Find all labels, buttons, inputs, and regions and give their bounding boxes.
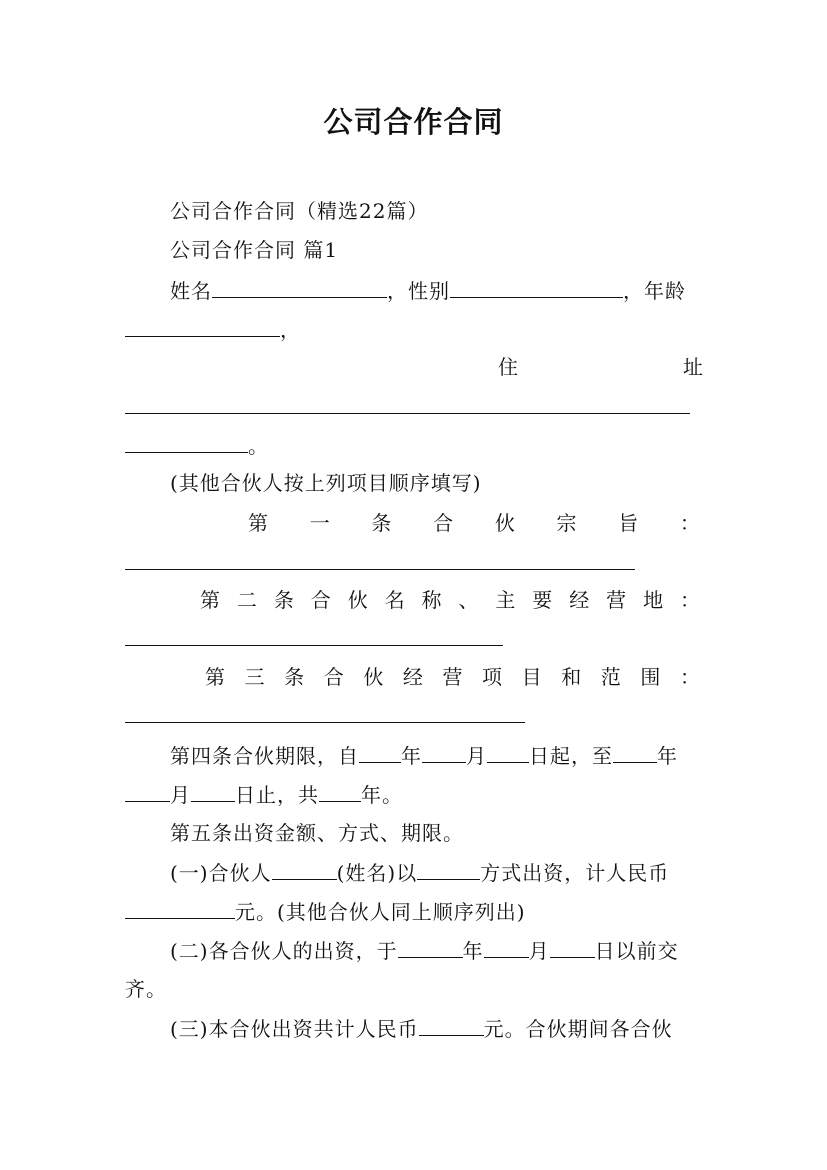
year-label: 年 (657, 744, 678, 768)
personal-info-line (170, 277, 686, 304)
blank (417, 859, 480, 880)
clause-1-line (170, 859, 669, 886)
heading-char: 一 (309, 511, 330, 535)
heading-char: 围 (640, 665, 661, 689)
article-4-line-2 (125, 781, 403, 808)
name-blank (212, 277, 387, 298)
heading-char: 合 (433, 511, 454, 535)
address-end-line (125, 432, 269, 459)
article-4-text: 第四条合伙期限，自 (170, 744, 359, 768)
clause-1-text: (一)合伙人 (170, 861, 272, 885)
address-blank-2 (125, 432, 248, 453)
heading-char: 项 (482, 665, 503, 689)
blank (419, 1015, 484, 1036)
clause-2-text: 日以前交 (594, 939, 679, 963)
heading-char: 条 (273, 588, 294, 612)
heading-char: ： (679, 511, 700, 535)
end-label: 日止，共 (235, 783, 319, 807)
blank (359, 742, 401, 763)
address-label (498, 354, 703, 380)
years-label: 年。 (361, 783, 403, 807)
heading-char: 称 (421, 588, 442, 612)
month-label: 月 (466, 744, 487, 768)
heading-char: 主 (495, 588, 516, 612)
gender-blank (450, 277, 623, 298)
note-other-partners: (其他合伙人按上列项目顺序填写) (170, 471, 482, 495)
article-2-blank (125, 645, 503, 646)
heading-char: 第 (200, 588, 220, 612)
blank (272, 859, 337, 880)
year-label: 年 (401, 744, 422, 768)
article-3-heading (205, 664, 700, 690)
blank (125, 781, 170, 802)
heading-char: 要 (532, 588, 553, 612)
gender-label: ，性别 (387, 279, 450, 303)
heading-char: 第 (248, 511, 268, 535)
comma: ， (280, 318, 301, 342)
heading-char: 伙 (347, 588, 368, 612)
article-5-heading: 第五条出资金额、方式、期限。 (170, 821, 464, 845)
month-label: 月 (528, 939, 550, 963)
blank (125, 898, 235, 919)
heading-char: 条 (284, 665, 305, 689)
clause-3-text: (三)本合伙出资共计人民币 (170, 1017, 419, 1041)
document-title: 公司合作合同 (323, 105, 504, 139)
address-char: 住 (498, 355, 518, 379)
document-subtitle: 公司合作合同（精选22篇） (170, 199, 429, 223)
age-blank-line (125, 316, 301, 343)
heading-char: 经 (569, 588, 590, 612)
blank (550, 937, 595, 958)
heading-char: 、 (458, 588, 479, 612)
age-label: ，年龄 (623, 279, 686, 303)
article-1-blank (125, 569, 635, 570)
clause-1-text: 元。(其他合伙人同上顺序列出) (235, 900, 526, 924)
heading-char: 第 (205, 665, 225, 689)
age-blank (125, 316, 280, 337)
heading-char: 三 (244, 665, 265, 689)
period: 。 (248, 434, 269, 458)
heading-char: 宗 (556, 511, 577, 535)
article-3-blank (125, 722, 525, 723)
blank (613, 742, 657, 763)
heading-char: 伙 (494, 511, 515, 535)
heading-char: 合 (323, 665, 344, 689)
clause-2-line (170, 937, 679, 964)
clause-1-text: 方式出资，计人民币 (480, 861, 670, 885)
blank (398, 937, 463, 958)
heading-char: 和 (561, 665, 582, 689)
clause-1-line-2 (125, 898, 526, 925)
heading-char: 经 (402, 665, 423, 689)
heading-char: 合 (310, 588, 331, 612)
address-char: 址 (683, 355, 703, 379)
article-2-heading (200, 587, 700, 613)
heading-char: ： (679, 588, 700, 612)
heading-char: 营 (442, 665, 463, 689)
address-blank (125, 413, 690, 414)
blank (487, 742, 529, 763)
clause-1-text: (姓名)以 (336, 861, 418, 885)
clause-2-line-2: 齐。 (125, 977, 167, 1001)
heading-char: 条 (371, 511, 392, 535)
blank (191, 781, 235, 802)
start-label: 日起，至 (529, 744, 613, 768)
clause-3-line (170, 1015, 673, 1042)
heading-char: 名 (384, 588, 405, 612)
heading-char: 伙 (363, 665, 384, 689)
section-heading: 公司合作合同 篇1 (170, 238, 339, 262)
heading-char: 旨 (618, 511, 639, 535)
article-4-line (170, 742, 678, 769)
blank (319, 781, 361, 802)
heading-char: 营 (606, 588, 627, 612)
year-label: 年 (462, 939, 484, 963)
heading-char: 范 (600, 665, 621, 689)
heading-char: 地 (643, 588, 664, 612)
heading-char: ： (679, 665, 700, 689)
name-label: 姓名 (170, 279, 212, 303)
month-label: 月 (170, 783, 191, 807)
clause-3-text: 元。合伙期间各合伙 (483, 1017, 673, 1041)
heading-char: 二 (236, 588, 257, 612)
blank (422, 742, 466, 763)
heading-char: 目 (521, 665, 542, 689)
clause-2-text: (二)各合伙人的出资，于 (170, 939, 398, 963)
article-1-heading (248, 510, 700, 536)
blank (484, 937, 529, 958)
